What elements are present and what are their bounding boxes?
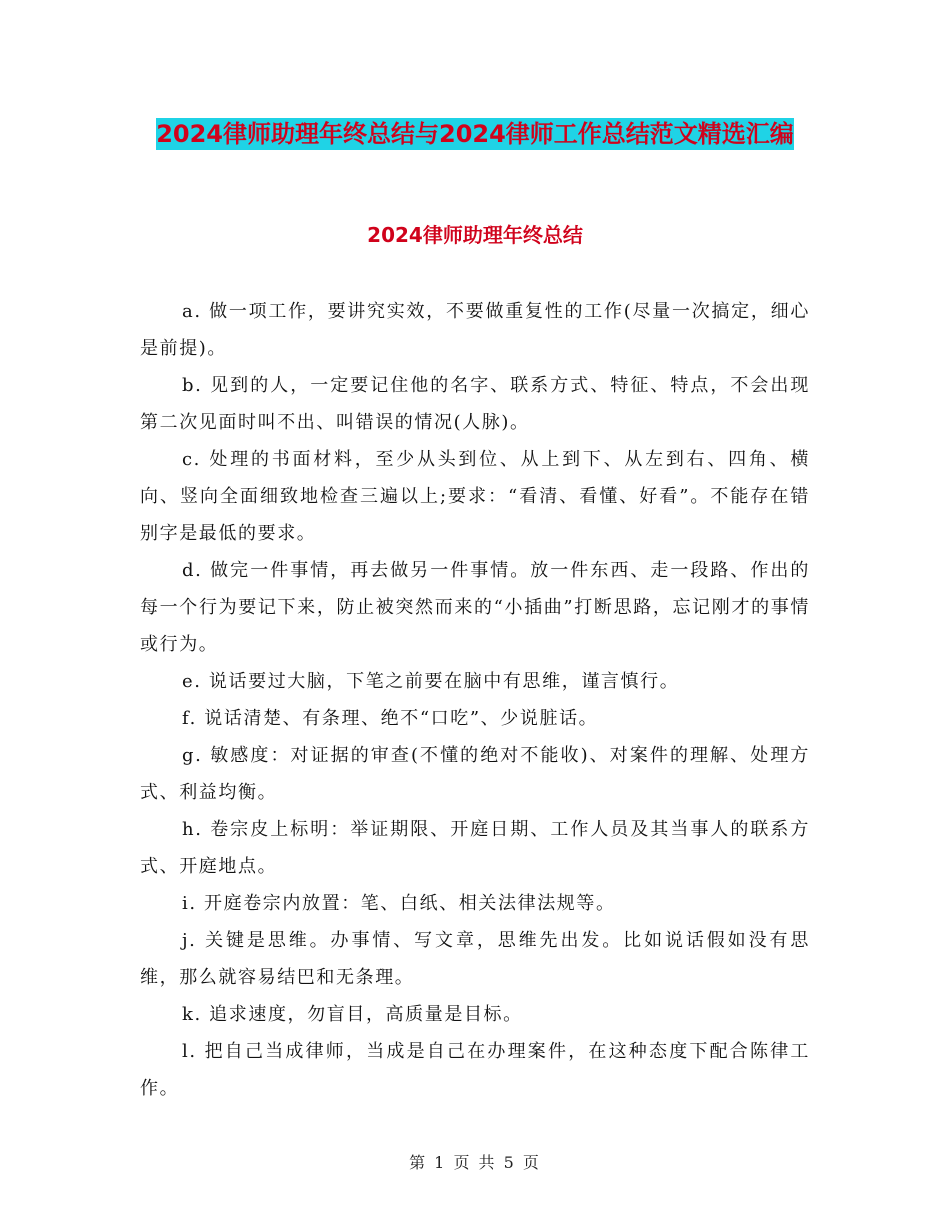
paragraph-b: b. 见到的人，一定要记住他的名字、联系方式、特征、特点，不会出现第二次见面时叫不出、叫错误的情况(人脉)。 xyxy=(140,375,810,433)
paragraph-c: c. 处理的书面材料，至少从头到位、从上到下、从左到右、四角、横向、竖向全面细致地检查三遍以上;要求：“看清、看懂、好看”。不能存在错别字是最低的要求。 xyxy=(140,449,810,544)
paragraph-i: i. 开庭卷宗内放置：笔、白纸、相关法律法规等。 xyxy=(182,893,616,914)
paragraph-l: l. 把自己当成律师，当成是自己在办理案件，在这种态度下配合陈律工作。 xyxy=(140,1041,810,1099)
paragraph-d: d. 做完一件事情，再去做另一件事情。放一件东西、走一段路、作出的每一个行为要记下来，防止被突然而来的“小插曲”打断思路，忘记刚才的事情或行为。 xyxy=(140,560,810,655)
page-number-footer: 第 1 页 共 5 页 xyxy=(409,1153,541,1172)
paragraph-f: f. 说话清楚、有条理、绝不“口吃”、少说脏话。 xyxy=(182,708,599,729)
document-title-text: 2024律师助理年终总结与2024律师工作总结范文精选汇编 xyxy=(156,120,794,148)
paragraph-j: j. 关键是思维。办事情、写文章，思维先出发。比如说话假如没有思维，那么就容易结巴和无条理。 xyxy=(140,930,810,988)
paragraph-h: h. 卷宗皮上标明：举证期限、开庭日期、工作人员及其当事人的联系方式、开庭地点。 xyxy=(140,819,810,877)
document-body xyxy=(140,293,810,1107)
paragraph-a: a. 做一项工作，要讲究实效，不要做重复性的工作(尽量一次搞定，细心是前提)。 xyxy=(140,301,810,359)
paragraph-e: e. 说话要过大脑，下笔之前要在脑中有思维，谨言慎行。 xyxy=(182,671,680,692)
paragraph-k: k. 追求速度，勿盲目，高质量是目标。 xyxy=(182,1004,523,1025)
document-title xyxy=(140,112,810,156)
paragraph-g: g. 敏感度：对证据的审查(不懂的绝对不能收)、对案件的理解、处理方式、利益均衡。 xyxy=(140,745,810,803)
section-title: 2024律师助理年终总结 xyxy=(367,223,583,247)
